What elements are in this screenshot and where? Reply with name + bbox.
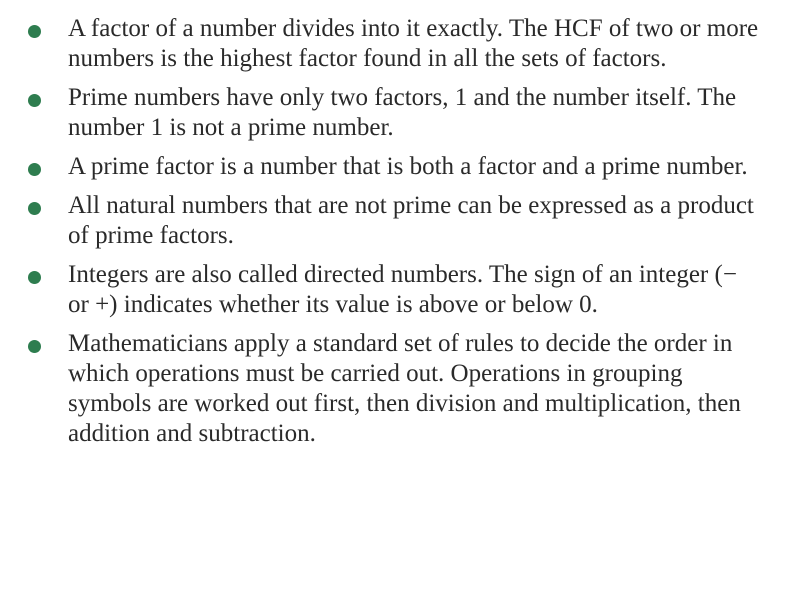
list-item xyxy=(0,260,800,320)
bullet-text: Mathematicians apply a standard set of rules to decide the order in which operations must be carried out. Operations in grouping symbols are worked out first, then division and multiplication, then addition and subtraction. xyxy=(68,330,741,447)
list-item xyxy=(0,191,800,251)
list-item xyxy=(0,152,800,182)
bullet-icon xyxy=(28,271,41,284)
list-item xyxy=(0,329,800,449)
bullet-icon xyxy=(28,163,41,176)
bullet-text: Prime numbers have only two factors, 1 and the number itself. The number 1 is not a prime number. xyxy=(68,84,737,141)
bullet-icon xyxy=(28,25,41,38)
bullet-text: All natural numbers that are not prime can be expressed as a product of prime factors. xyxy=(68,192,754,249)
bullet-text: A factor of a number divides into it exactly. The HCF of two or more numbers is the highest factor found in all the sets of factors. xyxy=(68,15,759,72)
bullet-text: A prime factor is a number that is both a factor and a prime number. xyxy=(68,153,748,180)
key-points-list xyxy=(0,14,800,458)
list-item xyxy=(0,83,800,143)
bullet-icon xyxy=(28,94,41,107)
bullet-icon xyxy=(28,340,41,353)
bullet-text: Integers are also called directed numbers. The sign of an integer (− or +) indicates whether its value is above or below 0. xyxy=(68,261,737,318)
bullet-icon xyxy=(28,202,41,215)
list-item xyxy=(0,14,800,74)
